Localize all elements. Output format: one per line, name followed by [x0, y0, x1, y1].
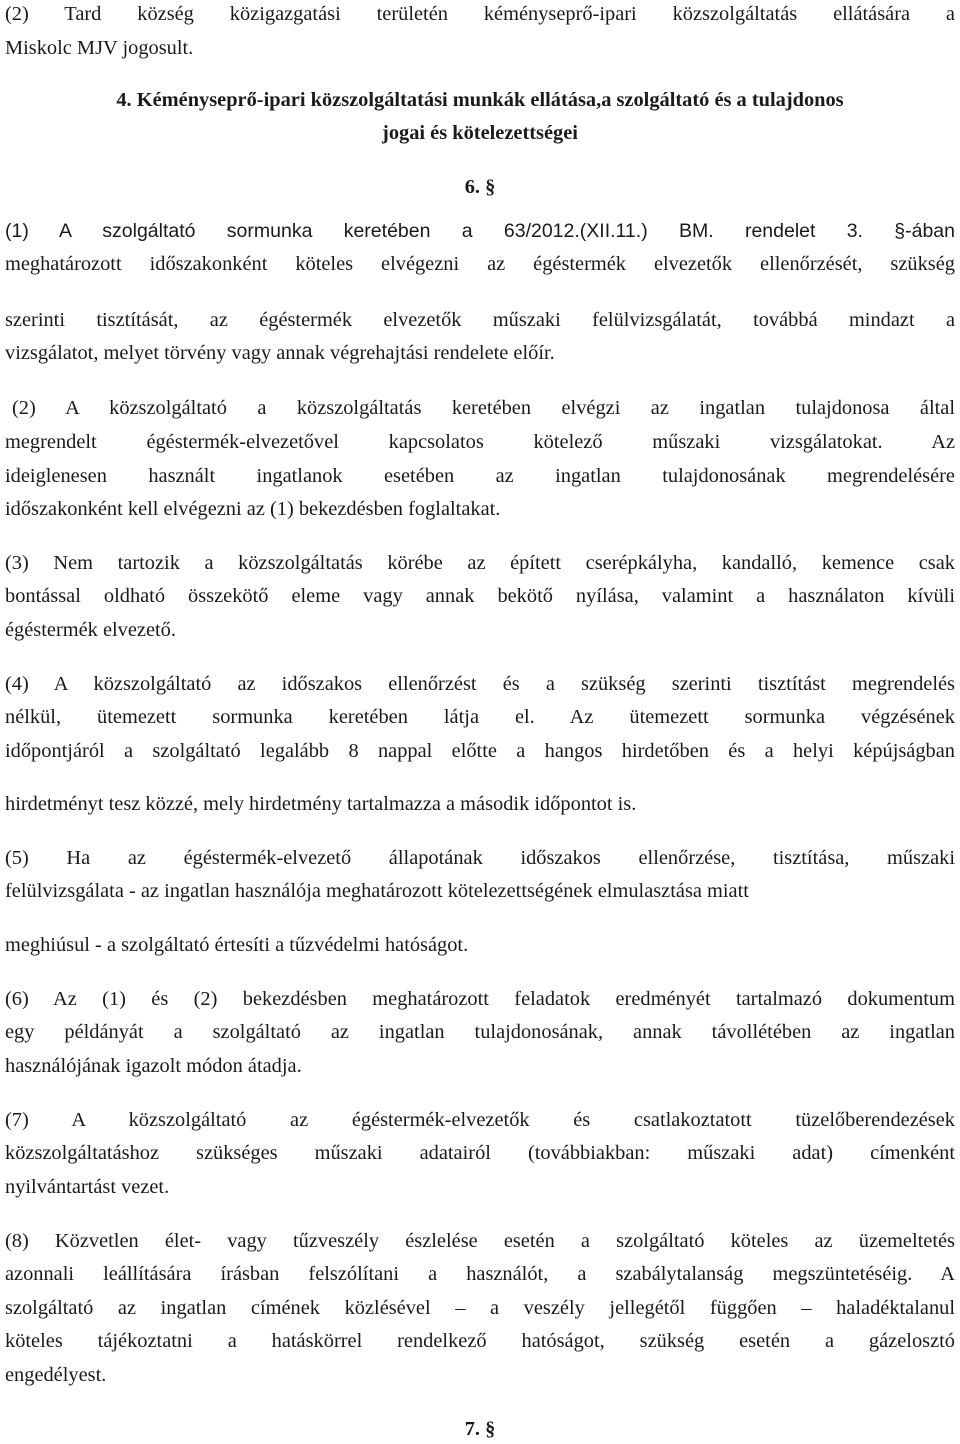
- paragraph-line: nélkül, ütemezett sormunka keretében látja el. Az ütemezett sormunka végzésének: [5, 706, 955, 728]
- paragraph-line: meghiúsul - a szolgáltató értesíti a tűzvédelmi hatóságot.: [5, 934, 469, 956]
- paragraph-line: időpontjáról a szolgáltató legalább 8 nappal előtte a hangos hirdetőben és a helyi képújságban: [5, 740, 955, 762]
- paragraph-line: meghatározott időszakonként köteles elvégezni az égéstermék elvezetők ellenőrzését, szükség: [5, 253, 955, 275]
- chapter-heading: 4. Kéményseprő-ipari közszolgáltatási munkák ellátása,a szolgáltató és a tulajdonos: [116, 89, 844, 111]
- paragraph-line: (3) Nem tartozik a közszolgáltatás körébe az épített cserépkályha, kandalló, kemence csak: [5, 552, 955, 574]
- paragraph-line: közszolgáltatáshoz szükséges műszaki adatairól (továbbiakban: műszaki adat) címenként: [5, 1142, 955, 1164]
- paragraph-line: (1) A szolgáltató sormunka keretében a 63/2012.(XII.11.) BM. rendelet 3. §-ában: [5, 220, 955, 242]
- paragraph-line: (2) Tard község közigazgatási területén kéményseprő-ipari közszolgáltatás ellátására a: [5, 3, 955, 25]
- chapter-heading: jogai és kötelezettségei: [382, 122, 578, 144]
- section-heading: 7. §: [464, 1418, 496, 1440]
- paragraph-line: égéstermék elvezető.: [5, 619, 176, 641]
- paragraph-line: (6) Az (1) és (2) bekezdésben meghatározott feladatok eredményét tartalmazó dokumentum: [5, 988, 955, 1010]
- paragraph-line: (8) Közvetlen élet- vagy tűzveszély észlelése esetén a szolgáltató köteles az üzemeltetés: [5, 1230, 955, 1252]
- paragraph-line: (2) A közszolgáltató a közszolgáltatás keretében elvégzi az ingatlan tulajdonosa által: [12, 397, 955, 419]
- paragraph-line: azonnali leállítására írásban felszólítani a használót, a szabálytalanság megszüntetéséig. A: [5, 1263, 955, 1285]
- paragraph-line: vizsgálatot, melyet törvény vagy annak végrehajtási rendelete előír.: [5, 342, 555, 364]
- paragraph-line: (7) A közszolgáltató az égéstermék-elvezetők és csatlakoztatott tüzelőberendezések: [5, 1109, 955, 1131]
- paragraph-line: időszakonként kell elvégezni az (1) bekezdésben foglaltakat.: [5, 498, 501, 520]
- paragraph-line: egy példányát a szolgáltató az ingatlan tulajdonosának, annak távollétében az ingatlan: [5, 1021, 955, 1043]
- paragraph-line: köteles tájékoztatni a hatáskörrel rendelkező hatóságot, szükség esetén a gázelosztó: [5, 1330, 955, 1352]
- paragraph-line: használójának igazolt módon átadja.: [5, 1055, 302, 1077]
- paragraph-line: bontással oldható összekötő eleme vagy annak bekötő nyílása, valamint a használaton kívüli: [5, 585, 955, 607]
- section-heading: 6. §: [464, 176, 496, 198]
- paragraph-line: engedélyest.: [5, 1364, 107, 1386]
- paragraph-line: megrendelt égéstermék-elvezetővel kapcsolatos kötelező műszaki vizsgálatokat. Az: [5, 431, 955, 453]
- paragraph-line: Miskolc MJV jogosult.: [5, 37, 194, 59]
- paragraph-line: szolgáltató az ingatlan címének közlésével – a veszély jellegétől függően – haladéktalanul: [5, 1297, 955, 1319]
- paragraph-line: felülvizsgálata - az ingatlan használója meghatározott kötelezettségének elmulasztása miatt: [5, 880, 749, 902]
- paragraph-line: hirdetményt tesz közzé, mely hirdetmény tartalmazza a második időpontot is.: [5, 793, 637, 815]
- paragraph-line: ideiglenesen használt ingatlanok esetében az ingatlan tulajdonosának megrendelésére: [5, 465, 955, 487]
- paragraph-line: nyilvántartást vezet.: [5, 1176, 170, 1198]
- paragraph-line: szerinti tisztítását, az égéstermék elvezetők műszaki felülvizsgálatát, továbbá mindazt a: [5, 309, 955, 331]
- paragraph-line: (4) A közszolgáltató az időszakos ellenőrzést és a szükség szerinti tisztítást megrendelés: [5, 673, 955, 695]
- paragraph-line: (5) Ha az égéstermék-elvezető állapotának időszakos ellenőrzése, tisztítása, műszaki: [5, 847, 955, 869]
